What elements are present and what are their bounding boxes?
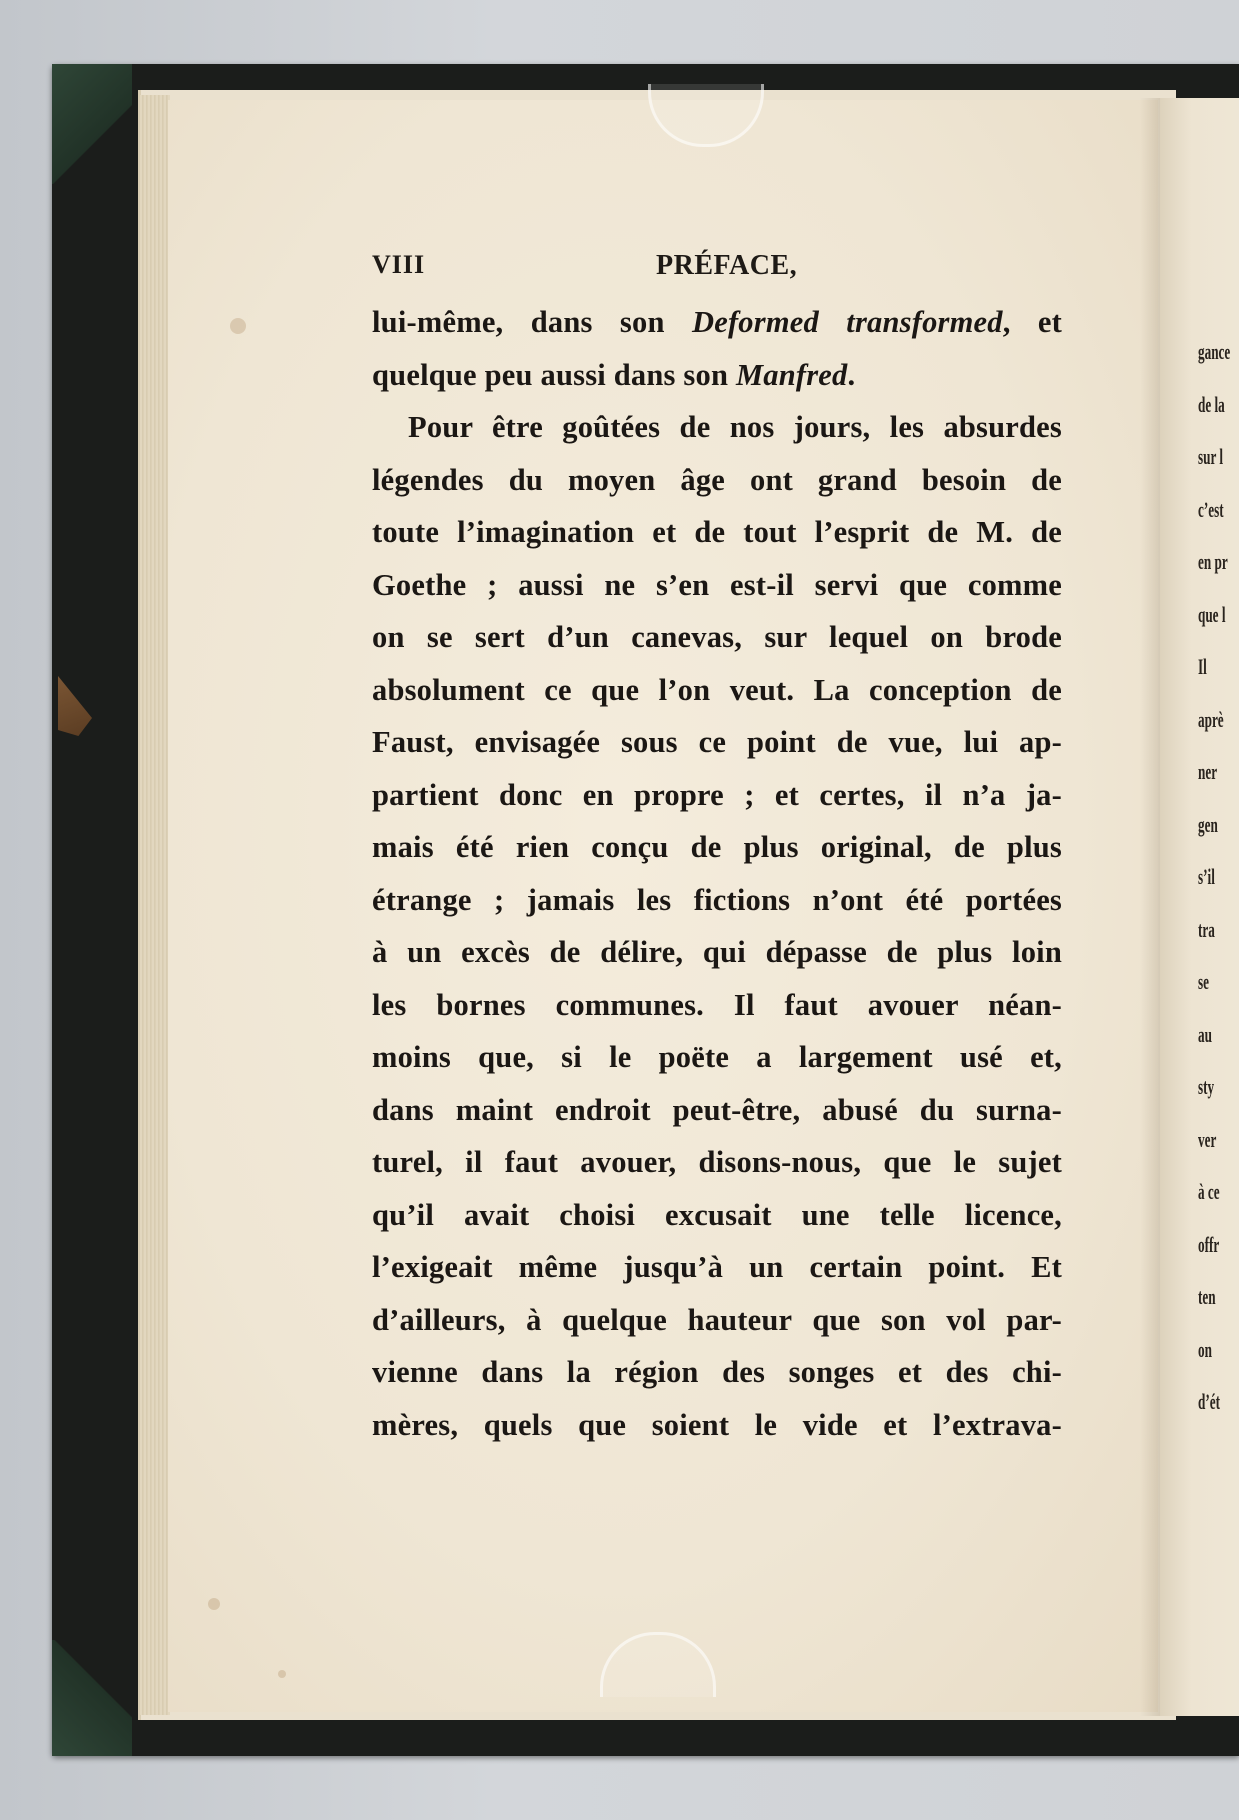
page-edges [140, 95, 170, 1715]
cover-corner-bottom [52, 1640, 132, 1756]
fragment: en pr [1198, 549, 1228, 574]
foxing-spot [230, 318, 246, 334]
text-line: qu’il avait choisi excusait une telle licence, [372, 1197, 1062, 1232]
text-line: mais été rien conçu de plus original, de plus [372, 830, 1062, 864]
foxing-spot [278, 1670, 286, 1678]
page-body-text [372, 296, 1062, 1451]
right-page-fragments [1198, 326, 1239, 1429]
foxing-spot [208, 1598, 220, 1610]
fragment: d’ét [1198, 1389, 1220, 1414]
text-line: mères, quels que soient le vide et l’extrava- [372, 1407, 1062, 1442]
text-line: les bornes communes. Il faut avouer néan- [372, 987, 1062, 1022]
fragment: s’il [1198, 864, 1215, 889]
fragment: on [1198, 1336, 1212, 1362]
running-head [372, 250, 1072, 290]
fragment: de la [1198, 391, 1225, 417]
text-line: lui-même, dans son Deformed transformed, et [372, 305, 1062, 339]
fragment: Il [1198, 654, 1207, 679]
text-line: vienne dans la région des songes et des chi- [372, 1355, 1062, 1389]
fragment: à ce [1198, 1179, 1220, 1204]
text-line: toute l’imagination et de tout l’esprit de M. de [372, 515, 1062, 549]
fragment: ten [1198, 1284, 1216, 1309]
running-title: PRÉFACE, [656, 250, 798, 281]
fragment: gance [1198, 339, 1231, 364]
text-line: l’exigeait même jusqu’à un certain point. Et [372, 1250, 1062, 1284]
text-line: étrange ; jamais les fictions n’ont été portées [372, 882, 1062, 917]
italic-title: Manfred [735, 357, 848, 392]
fragment: ver [1198, 1126, 1217, 1152]
italic-title: Deformed transformed [691, 305, 1003, 339]
text-line: dans maint endroit peut-être, abusé du surna- [372, 1092, 1062, 1127]
text-line: absolument ce que l’on veut. La conception de [372, 672, 1062, 707]
text-line: partient donc en propre ; et certes, il n’a ja- [372, 777, 1062, 812]
text-line: turel, il faut avouer, disons-nous, que le sujet [372, 1145, 1062, 1179]
fragment: se [1198, 969, 1209, 994]
text-line: légendes du moyen âge ont grand besoin de [372, 462, 1062, 497]
text-line: à un excès de délire, qui dépasse de plus loin [372, 935, 1062, 969]
fragment: ner [1198, 759, 1218, 784]
fragment: sur l [1198, 444, 1224, 469]
text-line: Goethe ; aussi ne s’en est-il servi que comme [372, 567, 1062, 602]
fragment: tra [1198, 916, 1215, 942]
fragment: gen [1198, 811, 1218, 837]
fragment: au [1198, 1021, 1212, 1047]
fragment: aprè [1198, 706, 1224, 732]
text-line: quelque peu aussi dans son Manfred. [372, 357, 856, 392]
text-line: moins que, si le poëte a largement usé et, [372, 1040, 1062, 1074]
fragment: c’est [1198, 496, 1224, 522]
text-line: on se sert d’un canevas, sur lequel on brode [372, 620, 1062, 654]
text-line: Pour être goûtées de nos jours, les absurdes [408, 410, 1062, 444]
fragment: sty [1198, 1074, 1215, 1099]
fragment: que l [1198, 601, 1226, 627]
text-line: d’ailleurs, à quelque hauteur que son vol par- [372, 1302, 1062, 1337]
fragment: offr [1198, 1231, 1220, 1257]
cover-corner-top [52, 64, 132, 184]
page-number: VIII [372, 250, 426, 279]
text-line: Faust, envisagée sous ce point de vue, lui ap- [372, 725, 1062, 759]
